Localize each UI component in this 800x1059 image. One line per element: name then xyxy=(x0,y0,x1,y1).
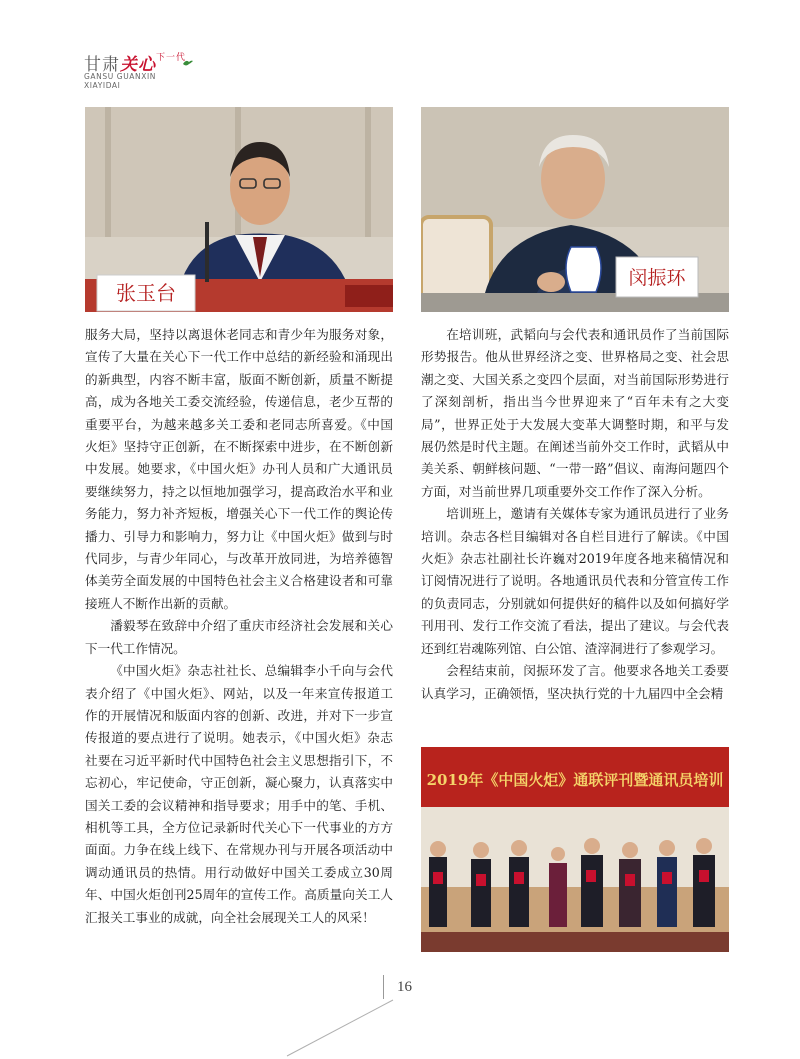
speaker-photo-right xyxy=(421,107,729,312)
logo-prefix: 甘肃 xyxy=(84,55,120,75)
page-number: 16 xyxy=(397,979,412,995)
paragraph: 会程结束前，闵振环发了言。他要求各地关工委要认真学习，正确领悟，坚决执行党的十九届四中全会精 xyxy=(421,663,729,701)
paragraph: 潘毅琴在致辞中介绍了重庆市经济社会发展和关心下一代工作情况。 xyxy=(85,618,393,656)
paragraph: 培训班上，邀请有关媒体专家为通讯员进行了业务培训。杂志各栏目编辑对各自栏目进行了解读。《中国火炬》杂志社副社长许巍对2019年度各地来稿情况和订阅情况进行了说明。各地通讯员代表和分管宣传工作的负责同志，分别就如何提供好的稿件以及如何搞好学刊用刊、发行工作交流了看法，提出了建议。与会代表还到红岩魂陈列馆、白公馆、渣滓洞进行了参观学习。 xyxy=(421,506,729,656)
speaker-photo-left xyxy=(85,107,393,312)
nameplate-left: 张玉台 xyxy=(116,281,176,305)
paragraph: 《中国火炬》杂志社社长、总编辑李小千向与会代表介绍了《中国火炬》、网站，以及一年来宣传报道工作的开展情况和版面内容的创新、改进，并对下一步宣传报道的要点进行了说明。她表示，《中国火炬》杂志社要在习近平新时代中国特色社会主义思想指引下，不忘初心，牢记使命，守正创新，凝心聚力，认真落实中国关工委的会议精神和指导要求；用手中的笔、手机、相机等工具，全方位记录新时代关心下一代事业的方方面面。力争在线上线下、在常规办刊与开展各项活动中调动通讯员的热情。用行动做好中国关工委成立30周年、中国火炬创刊25周年的宣传工作。高质量向关工人汇报关工事业的成就，向全社会展现关工人的风采！ xyxy=(85,663,393,925)
bird-icon xyxy=(182,58,194,68)
footer-divider xyxy=(383,975,384,999)
banner-text: 2019年《中国火炬》通联评刊暨通讯员培训 xyxy=(426,771,724,789)
ceremony-photo xyxy=(421,747,729,952)
masthead-pinyin xyxy=(84,72,156,90)
paragraph: 在培训班，武韬向与会代表和通讯员作了当前国际形势报告。他从世界经济之变、世界格局之变、社会思潮之变、大国关系之变四个层面，对当前国际形势进行了深刻剖析，指出当今世界迎来了“百年未有之大变局”，世界正处于大发展大变革大调整时期，和平与发展仍然是时代主题。在阐述当前外交工作时，武韬从中美关系、朝鲜核问题、“一带一路”倡议、南海问题四个方面，对当前世界几项重要外交工作作了深入分析。 xyxy=(421,327,729,499)
logo-accent: 关心 xyxy=(120,55,156,75)
article-column-right xyxy=(421,324,729,705)
paragraph: 服务大局，坚持以离退休老同志和青少年为服务对象，宣传了大量在关心下一代工作中总结的新经验和涌现出的新典型，内容不断丰富，版面不断创新，质量不断提高，成为各地关工委交流经验，传递信息，老少互帮的重要平台，为越来越多关工委和老同志所喜爱。《中国火炬》坚持守正创新，在不断探索中进步，在不断创新中发展。她要求，《中国火炬》办刊人员和广大通讯员要继续努力，持之以恒地加强学习，提高政治水平和业务能力，努力补齐短板，增强关心下一代工作的舆论传播力、引导力和影响力，努力让《中国火炬》做到与时代同步，与青少年同心，与改革开放同进，为培养德智体美劳全面发展的中国特色社会主义合格建设者和可靠接班人不断作出新的贡献。 xyxy=(85,327,393,611)
logo-suffix: 下一代 xyxy=(156,53,187,63)
nameplate-right: 闵振环 xyxy=(628,267,686,289)
article-column-left xyxy=(85,324,393,929)
footer-decoration xyxy=(285,998,395,1058)
pinyin-line-1: GANSU GUANXIN xyxy=(84,72,156,81)
pinyin-line-2: XIAYIDAI xyxy=(84,81,121,90)
masthead-logo xyxy=(84,50,224,90)
